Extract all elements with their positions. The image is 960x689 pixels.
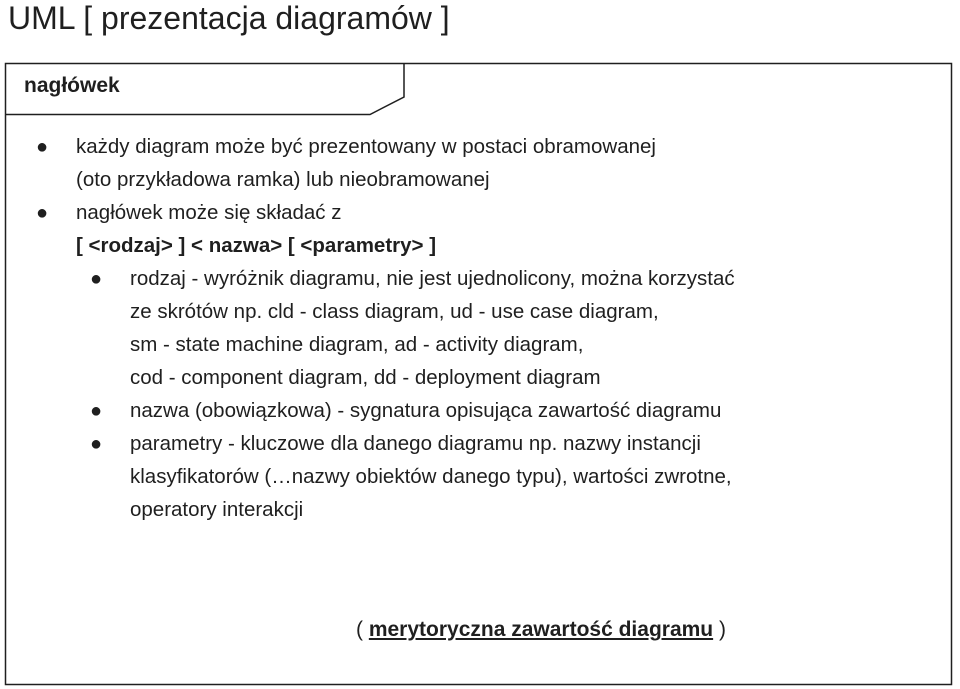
frame-header-label: nagłówek <box>24 74 120 97</box>
slide-title: UML [ prezentacja diagramów ] <box>8 0 450 36</box>
footer-text: merytoryczna zawartość diagramu <box>368 618 714 641</box>
text-line: nagłówek może się składać z <box>76 201 342 224</box>
text-line: (oto przykładowa ramka) lub nieobramowanej <box>76 168 490 191</box>
bullet-icon: ● <box>90 400 103 422</box>
text-line: cod - component diagram, dd - deployment diagram <box>130 366 601 389</box>
bullet-icon: ● <box>90 433 103 455</box>
text-line: nazwa (obowiązkowa) - sygnatura opisująca zawartość diagramu <box>130 399 722 422</box>
footer-close-paren: ) <box>713 618 726 641</box>
frame-content-placeholder <box>356 615 726 645</box>
text-line: operatory interakcji <box>130 498 304 521</box>
bullet-icon: ● <box>36 202 49 224</box>
text-line: klasyfikatorów (…nazwy obiektów danego typu), wartości zwrotne, <box>130 465 732 488</box>
footer-open-paren: ( <box>356 618 369 641</box>
text-line: każdy diagram może być prezentowany w postaci obramowanej <box>76 135 656 158</box>
text-line: rodzaj - wyróżnik diagramu, nie jest ujednolicony, można korzystać <box>130 267 735 290</box>
bullet-icon: ● <box>36 136 49 158</box>
header-syntax-line: [ <rodzaj> ] < nazwa> [ <parametry> ] <box>76 234 437 257</box>
text-line: sm - state machine diagram, ad - activity diagram, <box>130 333 584 356</box>
text-line: parametry - kluczowe dla danego diagramu np. nazwy instancji <box>130 432 701 455</box>
bullet-icon: ● <box>90 268 103 290</box>
text-line: ze skrótów np. cld - class diagram, ud - use case diagram, <box>130 300 659 323</box>
